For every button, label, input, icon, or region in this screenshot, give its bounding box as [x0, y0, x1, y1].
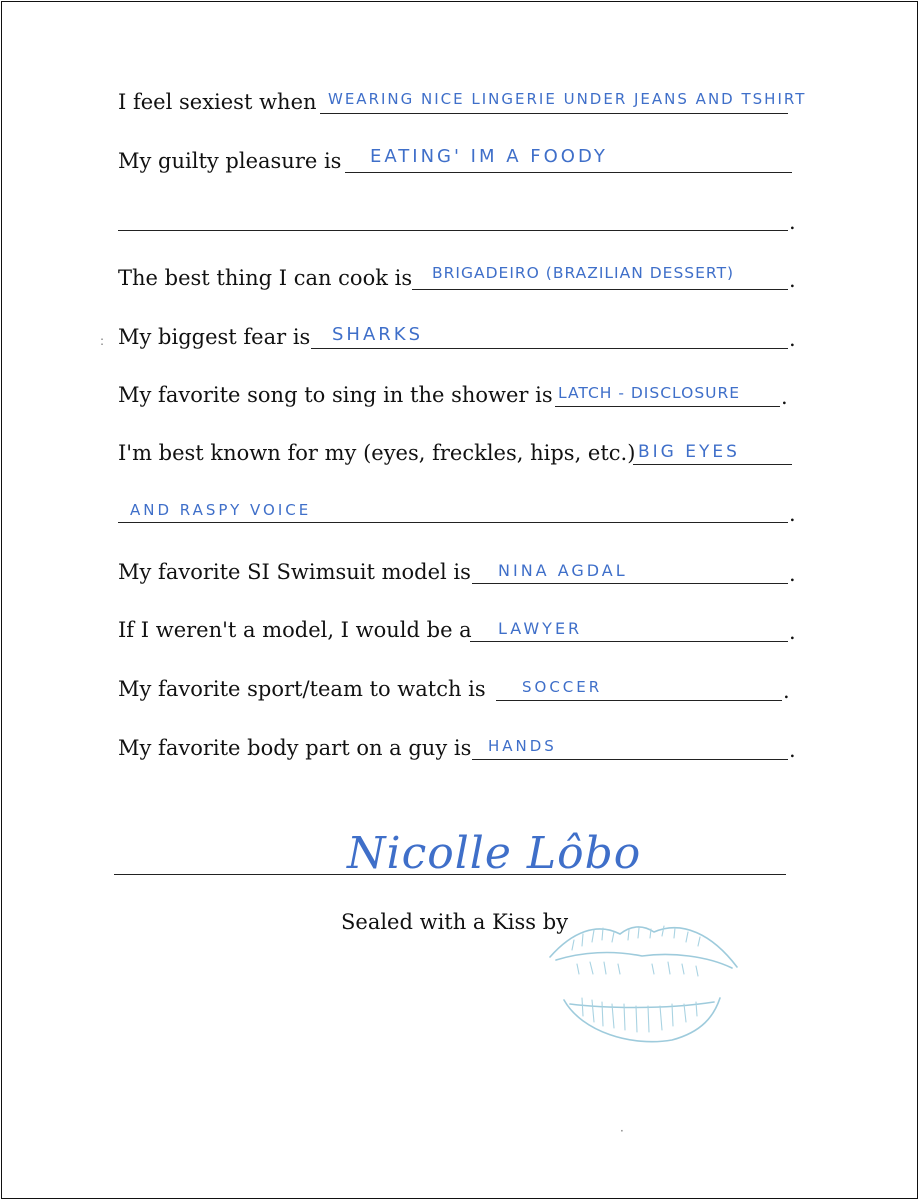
period-biggest-fear: .	[789, 327, 796, 351]
period-best-known: .	[789, 502, 796, 526]
period-sport-team: .	[783, 679, 790, 703]
answer-biggest-fear: SHARKS	[332, 324, 424, 345]
prompt-sport-team: My favorite sport/team to watch is	[118, 677, 486, 701]
period-continuation: .	[789, 210, 796, 234]
answer-line-sexiest	[320, 113, 788, 114]
prompt-shower-song: My favorite song to sing in the shower is	[118, 383, 553, 407]
answer-line-body-part	[472, 759, 788, 760]
answer-sport-team: SOCCER	[522, 678, 603, 696]
answer-line-biggest-fear	[311, 348, 788, 349]
answer-si-model: NINA AGDAL	[498, 561, 628, 580]
answer-sexiest: WEARING NICE LINGERIE UNDER JEANS AND TSHIRT	[328, 90, 807, 108]
answer-line-si-model	[472, 583, 788, 584]
answer-body-part: HANDS	[488, 737, 557, 755]
sealed-label: Sealed with a Kiss by	[341, 910, 569, 934]
answer-line-best-cook	[412, 289, 788, 290]
questionnaire-page: I feel sexiest when WEARING NICE LINGERIE UNDER JEANS AND TSHIRT My guilty pleasure is EATING' IM A FOODY . The best thing I can cook is BRIGADEIRO (BRAZILIAN DESSERT) . : My biggest fear is SHARKS . My favorite song to sing in the shower is LATCH - DISCLOSURE . I'm best known for my (eyes, freckles, hips, etc.) BIG EYES AND RASPY VOICE . My favorite SI Swimsuit model is NINA AGDAL . If I weren't a model, I would be a LAWYER . My favorite sport/team to watch is SOCCER . My favorite body part on a guy is HANDS . Nicolle Lôbo Sealed with a Kiss by ·	[1, 1, 918, 1199]
period-not-model: .	[789, 620, 796, 644]
answer-not-model: LAWYER	[498, 619, 583, 638]
continuation-line-best-known	[118, 522, 788, 523]
answer-best-cook: BRIGADEIRO (BRAZILIAN DESSERT)	[432, 264, 735, 282]
continuation-line-guilty-pleasure	[118, 230, 788, 231]
period-si-model: .	[789, 562, 796, 586]
prompt-not-model: If I weren't a model, I would be a	[118, 618, 472, 642]
answer-best-known-cont: AND RASPY VOICE	[130, 501, 312, 519]
prompt-biggest-fear: My biggest fear is	[118, 325, 311, 349]
answer-line-shower-song	[555, 406, 780, 407]
answer-line-not-model	[470, 641, 788, 642]
signature: Nicolle Lôbo	[347, 828, 642, 879]
period-best-cook: .	[789, 268, 796, 292]
answer-guilty-pleasure: EATING' IM A FOODY	[370, 146, 608, 167]
prompt-sexiest: I feel sexiest when	[118, 90, 317, 114]
kiss-imprint-icon	[542, 912, 742, 1052]
signature-line	[114, 874, 786, 875]
prompt-si-model: My favorite SI Swimsuit model is	[118, 560, 471, 584]
prompt-best-cook: The best thing I can cook is	[118, 266, 413, 290]
period-shower-song: .	[781, 385, 788, 409]
period-body-part: .	[789, 738, 796, 762]
answer-line-sport-team	[496, 700, 782, 701]
answer-line-guilty-pleasure	[345, 172, 792, 173]
prompt-body-part: My favorite body part on a guy is	[118, 736, 472, 760]
answer-line-best-known	[633, 464, 792, 465]
prompt-guilty-pleasure: My guilty pleasure is	[118, 149, 342, 173]
answer-best-known: BIG EYES	[638, 442, 740, 462]
answer-shower-song: LATCH - DISCLOSURE	[558, 384, 741, 402]
prompt-best-known: I'm best known for my (eyes, freckles, hips, etc.)	[118, 441, 636, 465]
